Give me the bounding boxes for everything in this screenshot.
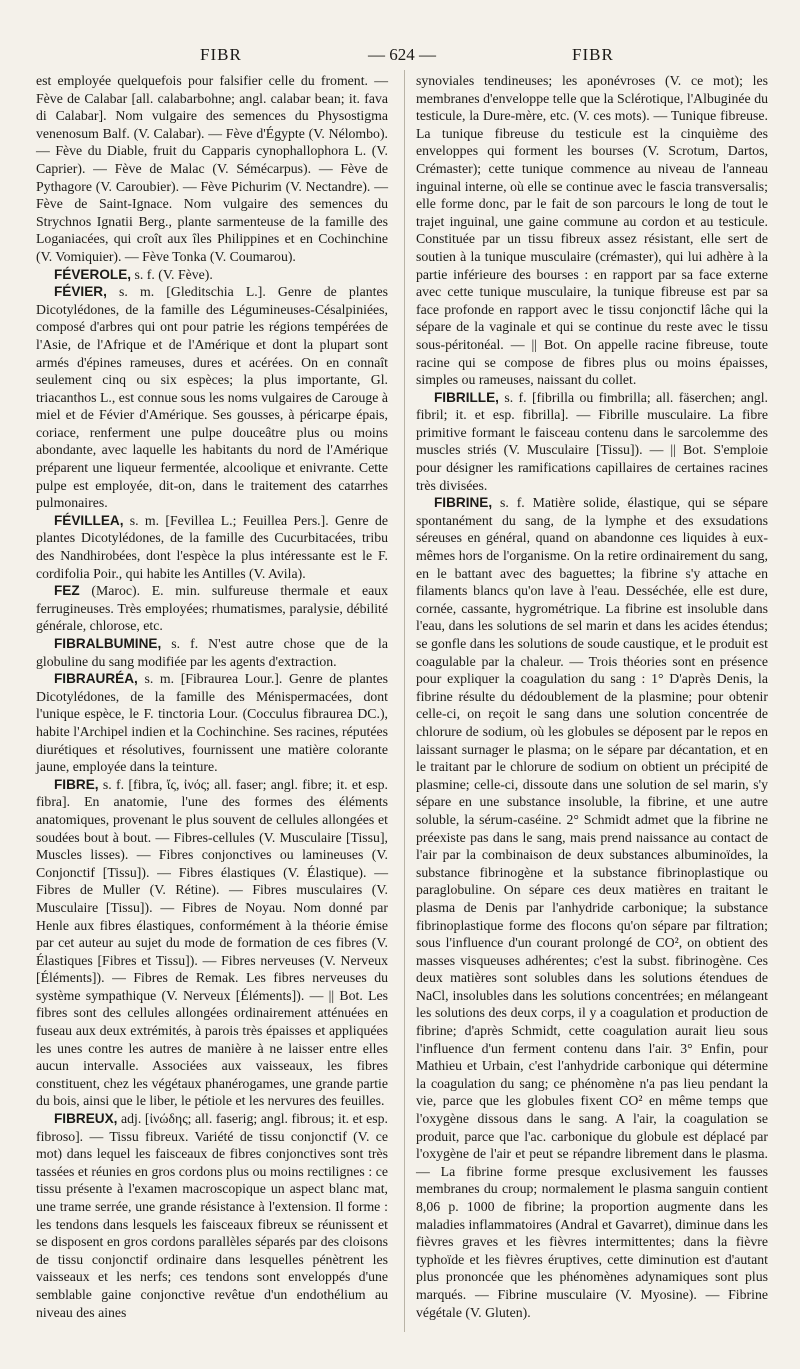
- headword: FIBRALBUMINE,: [54, 636, 162, 651]
- entry-text: s. f. [fibrilla ou fimbrilla; all. fäserchen; angl. fibril; it. et esp. fibrilla]. — Fibrille musculaire. La fibre primitive formant le faisceau contenu dans le sarcolemme des muscles striés (V. Musculaire [Tissu]). — || Bot. S'emploie pour désigner les ramifications capillaires de certaines racines très divisées.: [416, 389, 768, 493]
- headword: FIBRINE,: [434, 495, 493, 511]
- entry-text: s. f. Matière solide, élastique, qui se sépare spontanément du sang, de la lymphe et des exsudations séreuses en général, quand on abandonne ces liquides à eux-mêmes hors de l'organisme. On la retire ordinairement du sang, en le battant avec des baguettes; la fibrine s'y attache en filaments blancs qu'on lave à l'eau. Desséchée, elle est dure, cornée, cassante, hygrométrique. La fibrine est insoluble dans l'eau, dans les solutions de sel marin et dans les acides étendus; se gonfle dans les solutions de soude caustique, et le produit est coagulable par la chaleur. — Trois théories sont en présence pour expliquer la coagulation du sang : 1° D'après Denis, la fibrine résulte du dédoublement de la plasmine; pour obtenir celle-ci, on reçoit le sang dans une solution concentrée de chlorure de sodium, où les globules se déposent par le repos en laissant surnager le plasma; on le sépare par décantation, et en le traitant par le chlorure de sodium on obtient un précipité de plasmine; celle-ci, dissoute dans une solution de sel marin, s'y sépare en une substance insoluble, la fibrine, et une autre soluble, la sérum-caséine. 2° Schmidt admet que la fibrine ne préexiste pas dans le sang, mais prend naissance au contact de l'air par la combinaison de deux substances albuminoïdes, la substance fibrinogène et la substance fibrinoplastique ou paraglobuline. On sépare ces deux matières en traitant le plasma de Denis par l'anhydride carbonique; la substance fibrinoplastique forme des flocons qu'on sépare par filtration; sous l'influence d'un courant prolongé de CO², on obtient des masses visqueuses adhérentes; c'est la subst. fibrinogène. Ces deux matières sont solubles dans les solutions étendues de NaCl, insolubles dans les solutions concentrées; en mélangeant les solutions des deux corps, il y a coagulation et production de fibrine; d'après Schmidt, cette coagulation aurait lieu sous l'influence d'un ferment contenu dans l'air. 3° Enfin, pour Mathieu et Urbain, c'est l'anhydride carbonique qui détermine la coagulation du sang; ce phénomène n'a pas lieu pendant la vie, parce que les globules fixent CO² en même temps que l'oxygène dissous dans le sang. A l'air, la coagulation se produit, parce que l'ac. carbonique du globule est déplacé par l'oxygène de l'air et peut se répandre librement dans le plasma. — La fibrine forme presque exclusivement les fausses membranes du croup; normalement le plasma sanguin contient 8,06 p. 1000 de fibrine; la proportion augmente dans les maladies inflammatoires (Andral et Gavarret), diminue dans les fièvres graves et les fièvres intermittentes; dans la fièvre typhoïde et les fièvres éruptives, cette diminution est d'autant plus prononcée que les phénomènes adynamiques sont plus marqués. — Fibrine musculaire (V. Myosine). — Fibrine végétale (V. Gluten).: [416, 495, 768, 1320]
- entry-fibraurea: [36, 670, 388, 776]
- entry-text: s. f. N'est autre chose que de la globuline du sang modifiée par les agents d'extraction.: [36, 636, 388, 669]
- entry-text: s. f. (V. Fève).: [134, 266, 213, 282]
- headword: FEZ: [54, 583, 80, 599]
- entry-fez: [36, 582, 388, 635]
- entry-fibrille: [416, 389, 768, 495]
- entry-fibrine: [416, 494, 768, 1321]
- headword: FÉVIER,: [54, 284, 107, 300]
- entry-text: (Maroc). E. min. sulfureuse thermale et eaux ferrugineuses. Très employées; rhumatismes, paralysie, débilité générale, chlorose, etc.: [36, 583, 388, 634]
- entry-text: s. m. [Gleditschia L.]. Genre de plantes Dicotylédones, de la famille des Légumineuses-Césalpiniées, composé d'arbres qui ont pour patrie les régions tempérées de l'Asie, de l'Afrique et de l'Amérique et dont la plupart sont armés d'épines rameuses, dures et acérées. On en connaît seulement cinq ou six espèces; la plus importante, Gl. triacanthos L., est connue sous les noms vulgaires de Carouge à miel et de Févier d'Amérique. Ses gousses, à péricarpe épais, coriace, renferment une pulpe douceâtre plus ou moins abondante, avec laquelle les habitants du nord de l'Amérique préparent une liqueur fermentée, alcoolique et enivrante. Cette pulpe est employée, dit-on, dans le traitement des catarrhes pulmonaires.: [36, 284, 388, 511]
- entry-text: s. m. [Fevillea L.; Feuillea Pers.]. Genre de plantes Dicotylédones, de la famille des Cucurbitacées, tribu des Nandhirobées, dont l'espèce la plus intéressante est le F. cordifolia Poir., qui habite les Antilles (V. Avila).: [36, 512, 388, 581]
- column-divider: [404, 70, 405, 1332]
- entry-feverole: [36, 266, 388, 284]
- entry-fibreux: [36, 1110, 388, 1321]
- headword: FIBREUX,: [54, 1111, 118, 1127]
- running-head-right: FIBR: [572, 45, 614, 64]
- headword: FIBRILLE,: [434, 389, 499, 405]
- entry-text: s. f. [fibra, ἴς, ἰνός; all. faser; angl. fibre; it. et esp. fibra]. En anatomie, l'une des formes des éléments anatomiques, provenant le plus souvent de cellules allongées et soudées bout à bout. — Fibres-cellules (V. Musculaire [Tissu], Muscles lisses). — Fibres conjonctives ou lamineuses (V. Conjonctif [Tissu]). — Fibres élastiques (V. Élastique). — Fibres de Muller (V. Rétine). — Fibres musculaires (V. Musculaire [Tissu]). — Fibres de Noyau. Nom donné par Henle aux fibres élastiques, conformément à la théorie émise par cet auteur au sujet du mode de formation de ces fibres (V. Élastiques [Fibres et Tissu]). — Fibres nerveuses (V. Nerveux [Éléments]). — Fibres de Remak. Les fibres nerveuses du système sympathique (V. Nerveux [Éléments]). — || Bot. Les fibres sont des cellules allongées ordinairement atténuées en fuseau aux deux extrémités, à parois très épaisses et appliquées les unes contre les autres de manière à ne laisser entre elles aucun intervalle. Associées aux vaisseaux, les fibres constituent, chez les végétaux phanérogames, une grande partie du bois, ainsi que le liber, le pétiole et les nervures des feuilles.: [36, 776, 388, 1109]
- headword: FIBRAURÉA,: [54, 671, 138, 687]
- running-head-left: FIBR: [200, 45, 242, 64]
- entry-fevier: [36, 283, 388, 512]
- entry-fevillea: [36, 512, 388, 582]
- page-number: — 624 —: [368, 45, 436, 64]
- headword: FÉVILLEA,: [54, 512, 124, 528]
- page-header: [0, 0, 800, 70]
- continued-entry-feve: est employée quelquefois pour falsifier celle du froment. — Fève de Calabar [all. calabarbohne; angl. calabar bean; it. fava di Calabar]. Nom vulgaire des semences du Physostigma venenosum Balf. (V. Calabar). — Fève d'Égypte (V. Nélombo). — Fève du Diable, fruit du Capparis cynophallophora L. (V. Caprier). — Fève de Malac (V. Sémécarpus). — Fève de Pythagore (V. Caroubier). — Fève Pichurim (V. Nectandre). — Fève de Saint-Ignace. Nom vulgaire des semences du Strychnos Ignatii Berg., plante sarmenteuse de la famille des Loganiacées, qui croît aux îles Philippines et en Cochinchine (V. Vomiquier). — Fève Tonka (V. Coumarou).: [36, 73, 388, 264]
- entry-text: adj. [ἰνώδης; all. faserig; angl. fibrous; it. et esp. fibroso]. — Tissu fibreux. Variété de tissu conjonctif (V. ce mot) dans lequel les faisceaux de fibres conjonctives sont très tassées et réunies en gros cordons plus ou moins rectilignes : ce tissu présente à l'examen macroscopique un aspect blanc mat, une trame serrée, une grande résistance à l'extension. Il forme : les tendons dans lesquels les faisceaux fibreux se réunissent et se disposent en gros cordons parallèles séparés par des cloisons de tissu conjonctif ordinaire dans lesquelles pénètrent les vaisseaux et les nerfs; ces tendons sont enveloppés d'une semblable gaine conjonctive revêtue d'un endothélium au niveau des aines: [36, 1111, 389, 1320]
- right-column: [416, 72, 768, 1321]
- continued-entry-fibreux: synoviales tendineuses; les aponévroses (V. ce mot); les membranes d'enveloppe telle que la Sclérotique, l'Albuginée du testicule, la Dure-mère, etc. (V. ces mots). — Tunique fibreuse. La tunique fibreuse du testicule est la cinquième des enveloppes qui forment les bourses (V. Scrotum, Dartos, Crémaster); cette tunique commence au niveau de l'anneau inguinal interne, où elle se continue avec le fascia transversalis; elle forme donc, par le fait de son parcours le long de tout le trajet inguinal, une gaine commune au cordon et au testicule. Constituée par un tissu fibreux assez résistant, elle sert de soutien à la tunique musculaire (crémaster), qui lui adhère à la partie inférieure des bourses : en rapport par sa face externe avec cette tunique musculaire, la tunique fibreuse est par sa face profonde en rapport avec le tissu conjonctif lâche qui la sépare de la vaginale et qui se continue du reste avec le tissu sous-péritonéal. — || Bot. On appelle racine fibreuse, toute racine qui se compose de fibres plus ou moins épaisses, simples ou rameuses, naissant du collet.: [416, 73, 768, 388]
- left-column: [36, 72, 388, 1321]
- entry-fibre: [36, 776, 388, 1110]
- headword: FIBRE,: [54, 776, 99, 792]
- entry-text: s. m. [Fibraurea Lour.]. Genre de plantes Dicotylédones, de la famille des Ménispermacées, dont l'unique espèce, le F. tinctoria Lour. (Cocculus fibraurea DC.), habite l'Archipel indien et la Cochinchine. Ses racines, réputées diurétiques et résolutives, fournissent une matière colorante jaune, employée dans la teinture.: [36, 671, 388, 775]
- headword: FÉVEROLE,: [54, 266, 132, 282]
- entry-fibralbumine: [36, 635, 388, 670]
